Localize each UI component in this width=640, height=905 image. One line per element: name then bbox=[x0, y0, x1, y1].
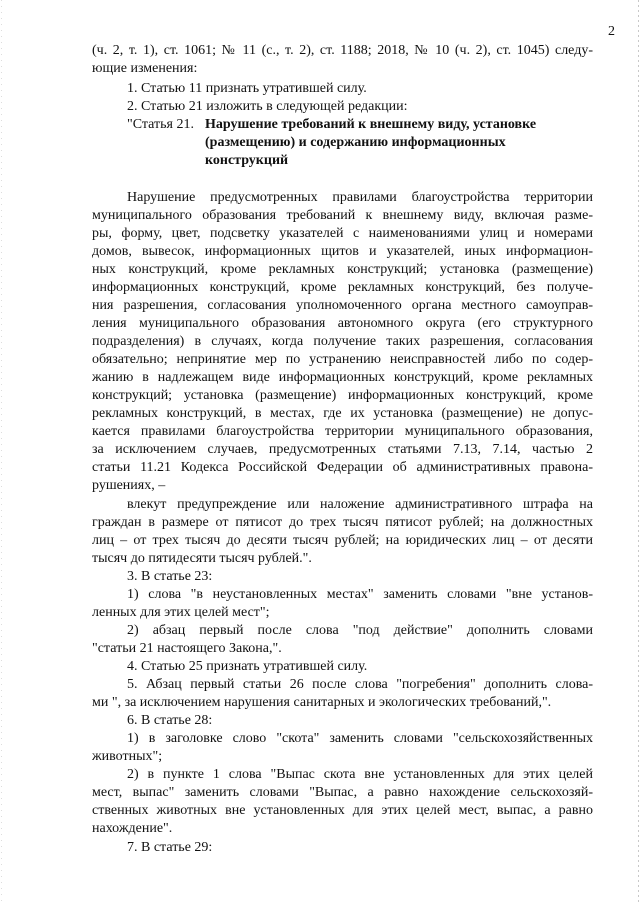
text-line: рушениях, – bbox=[92, 478, 166, 493]
text-line: 7. В статье 29: bbox=[127, 840, 213, 855]
text-line: ления муниципального образования автономного округа (его структурного bbox=[92, 316, 593, 331]
text-line: ленных для этих целей мест"; bbox=[92, 605, 270, 620]
text-line: информационных конструкций, кроме рекламных конструкций, без получе- bbox=[92, 280, 593, 295]
article-title: конструкций bbox=[205, 153, 289, 168]
article-title: Нарушение требований к внешнему виду, установке bbox=[205, 117, 537, 132]
text-line: 4. Статью 25 признать утратившей силу. bbox=[127, 659, 368, 674]
text-line: влекут предупреждение или наложение административного штрафа на bbox=[127, 497, 593, 512]
text-line: жанию в надлежащем виде информационных конструкций, кроме рекламных bbox=[92, 370, 593, 385]
text-line: нахождение". bbox=[92, 821, 173, 836]
text-line: домов, вывесок, информационных щитов и указателей, иных информацион- bbox=[92, 244, 593, 259]
text-line: ми ", за исключением нарушения санитарных и экологических требований,". bbox=[92, 695, 552, 710]
text-line: кается правилами благоустройства территории муниципального образования, bbox=[92, 424, 593, 439]
text-line: 5. Абзац первый статьи 26 после слова "погребения" дополнить слова- bbox=[127, 677, 593, 692]
text-line: 1) слова "в неустановленных местах" заменить словами "вне установ- bbox=[127, 587, 593, 602]
text-line: 1. Статью 11 признать утратившей силу. bbox=[127, 81, 367, 96]
text-line: 3. В статье 23: bbox=[127, 569, 213, 584]
text-line: муниципального образования требований к внешнему виду, включая разме- bbox=[92, 208, 593, 223]
text-line: 2. Статью 21 изложить в следующей редакции: bbox=[127, 99, 408, 114]
text-line: граждан в размере от пятисот до трех тысяч пятисот рублей; на должностных bbox=[92, 515, 593, 530]
article-label: "Статья 21. bbox=[127, 117, 194, 132]
text-line: "статьи 21 настоящего Закона,". bbox=[92, 641, 282, 656]
text-line: 6. В статье 28: bbox=[127, 713, 213, 728]
text-line: обязательно; непринятие мер по устранению неисправностей либо по содер- bbox=[92, 352, 593, 367]
text-line: ры, форму, цвет, подсветку указателей с наименованиями улиц и номерами bbox=[92, 226, 593, 241]
text-line: мест, выпас" заменить словами "Выпас, а равно нахождение сельскохозяй- bbox=[92, 785, 593, 800]
text-line: 2) в пункте 1 слова "Выпас скота вне установленных для этих целей bbox=[127, 767, 593, 782]
page-number: 2 bbox=[608, 24, 615, 39]
text-line: 1) в заголовке слово "скота" заменить словами "сельскохозяйственных bbox=[127, 731, 593, 746]
text-line: конструкций; установка (размещение) информационных конструкций, кроме bbox=[92, 388, 593, 403]
text-line: подразделения) в случаях, когда получение таких разрешения, согласования bbox=[92, 334, 593, 349]
text-line: животных"; bbox=[92, 749, 163, 764]
text-line: 2) абзац первый после слова "под действие" дополнить словами bbox=[127, 623, 593, 638]
text-line: рекламных конструкций, в местах, где их установка (размещение) не допус- bbox=[92, 406, 593, 421]
text-line: (ч. 2, т. 1), ст. 1061; № 11 (с., т. 2), ст. 1188; 2018, № 10 (ч. 2), ст. 1045) следу- bbox=[92, 43, 593, 58]
text-line: тысяч до пятидесяти тысяч рублей.". bbox=[92, 551, 312, 566]
text-line: ющие изменения: bbox=[92, 61, 198, 76]
article-title: (размещению) и содержанию информационных bbox=[205, 135, 506, 150]
text-line: статьи 11.21 Кодекса Российской Федерации об административных правона- bbox=[92, 460, 593, 475]
text-line: ственных животных вне установленных для этих целей мест, выпас, а равно bbox=[92, 803, 593, 818]
text-line: ния разрешения, согласования уполномоченного органа местного самоуправ- bbox=[92, 298, 593, 313]
text-line: Нарушение предусмотренных правилами благоустройства территории bbox=[127, 190, 593, 205]
text-line: за исключением случаев, предусмотренных статьями 7.13, 7.14, частью 2 bbox=[92, 442, 593, 457]
text-line: ных конструкций, кроме рекламных конструкций; установка (размещение) bbox=[92, 262, 593, 277]
text-line: лиц – от трех тысяч до десяти тысяч рублей; на юридических лиц – от десяти bbox=[92, 533, 593, 548]
